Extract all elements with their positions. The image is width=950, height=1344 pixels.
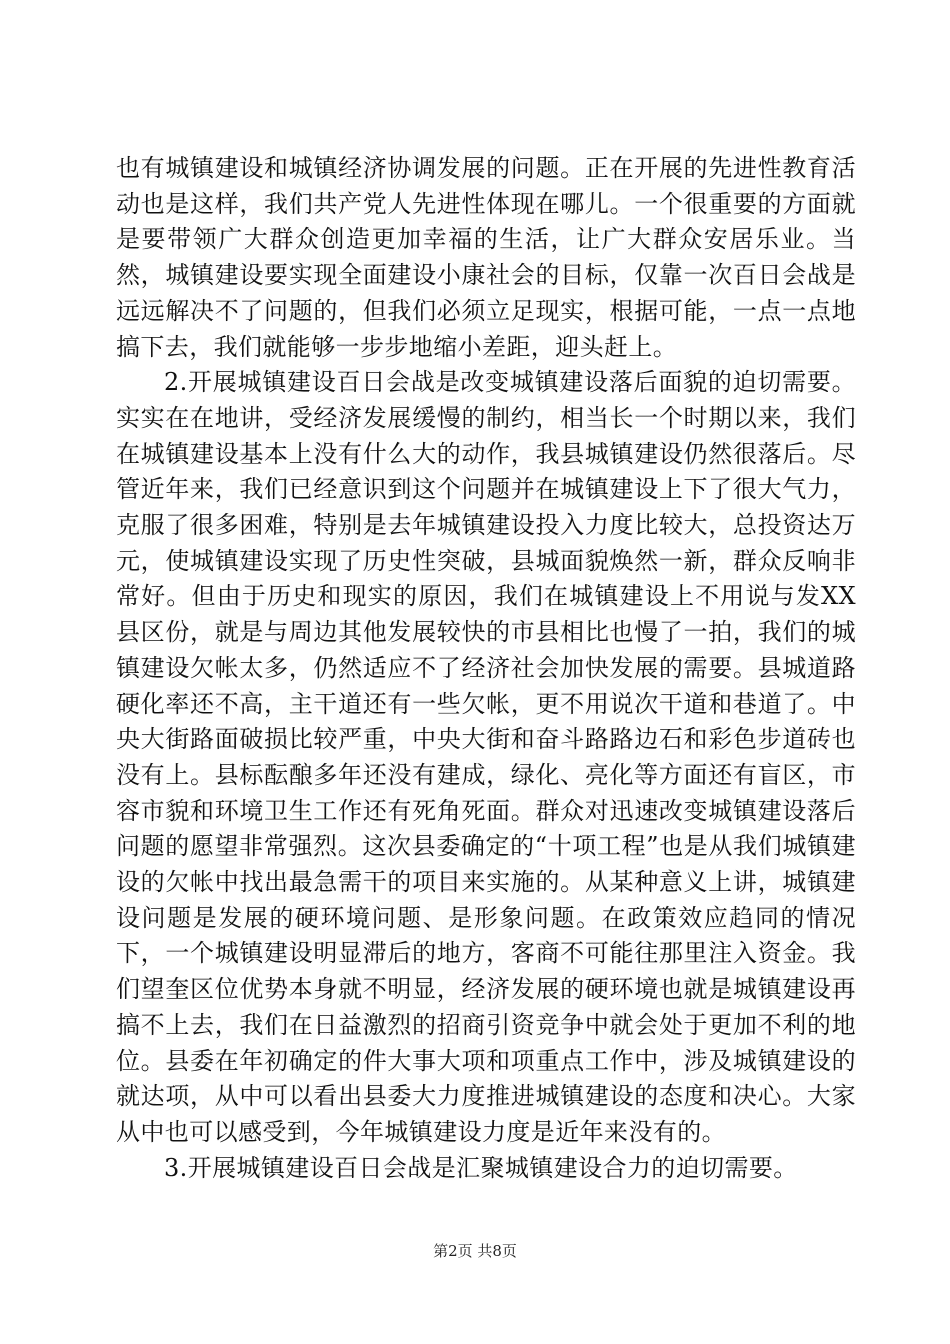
paragraph-continuation: 也有城镇建设和城镇经济协调发展的问题。正在开展的先进性教育活动也是这样，我们共产党人先进性体现在哪儿。一个很重要的方面就是要带领广大群众创造更加幸福的生活，让广大群众安居乐业。当然，城镇建设要实现全面建设小康社会的目标，仅靠一次百日会战是远远解决不了问题的，但我们必须立足现实，根据可能，一点一点地搞下去，我们就能够一步步地缩小差距，迎头赶上。 — [116, 154, 856, 361]
page-footer: 第2页 共8页 — [433, 1242, 517, 1260]
paragraph-section-3: 3.开展城镇建设百日会战是汇聚城镇建设合力的迫切需要。 — [164, 1153, 798, 1182]
document-body — [116, 151, 856, 1186]
paragraph-section-2: 2.开展城镇建设百日会战是改变城镇建设落后面貌的迫切需要。实实在在地讲，受经济发展缓慢的制约，相当长一个时期以来，我们在城镇建设基本上没有什么大的动作，我县城镇建设仍然很落后。尽管近年来，我们已经意识到这个问题并在城镇建设上下了很大气力，克服了很多困难，特别是去年城镇建设投入力度比较大，总投资达万元，使城镇建设实现了历史性突破，县城面貌焕然一新，群众反响非常好。但由于历史和现实的原因，我们在城镇建设上不用说与发XX县区份，就是与周边其他发展较快的市县相比也慢了一拍，我们的城镇建设欠帐太多，仍然适应不了经济社会加快发展的需要。县城道路硬化率还不高，主干道还有一些欠帐，更不用说次干道和巷道了。中央大街路面破损比较严重，中央大街和奋斗路路边石和彩色步道砖也没有上。县标酝酿多年还没有建成，绿化、亮化等方面还有盲区，市容市貌和环境卫生工作还有死角死面。群众对迅速改变城镇建设落后问题的愿望非常强烈。这次县委确定的“十项工程”也是从我们城镇建设的欠帐中找出最急需干的项目来实施的。从某种意义上讲，城镇建设问题是发展的硬环境问题、是形象问题。在政策效应趋同的情况下，一个城镇建设明显滞后的地方，客商不可能往那里注入资金。我们望奎区位优势本身就不明显，经济发展的硬环境也就是城镇建设再搞不上去，我们在日益激烈的招商引资竞争中就会处于更加不利的地位。县委在年初确定的件大事大项和项重点工作中，涉及城镇建设的就达项，从中可以看出县委大力度推进城镇建设的态度和决心。大家从中也可以感受到，今年城镇建设力度是近年来没有的。 — [116, 368, 856, 1146]
